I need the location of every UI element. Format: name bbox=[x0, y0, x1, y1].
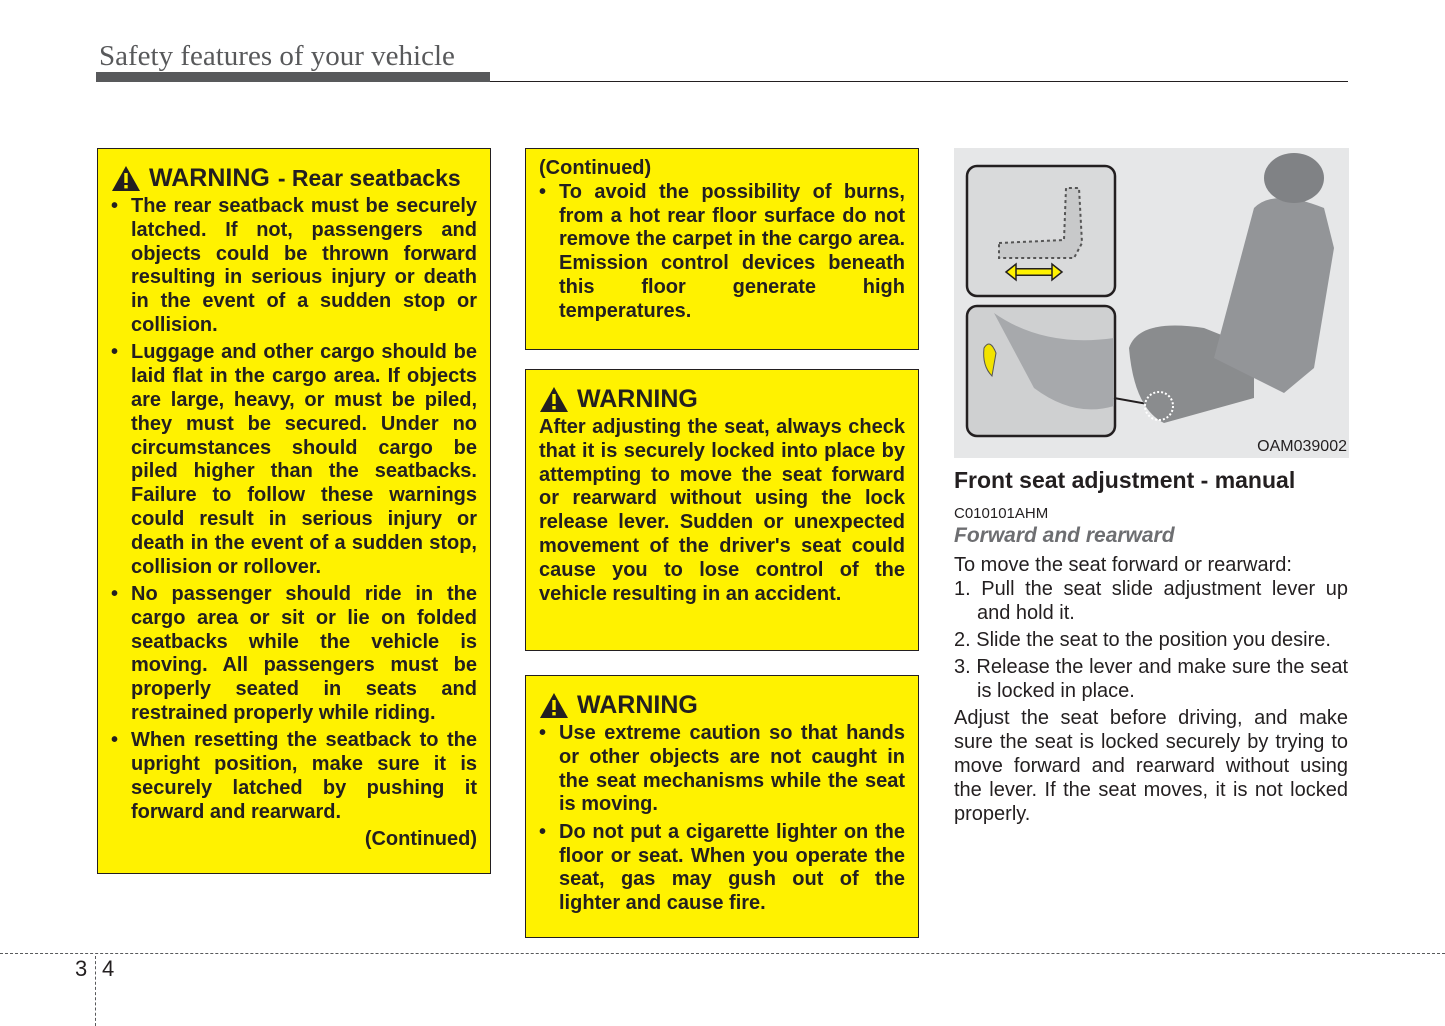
list-item: • The rear seatback must be securely latched. If not, passengers and objects could be thrown forward resulting in serious injury or death in the event of a sudden stop or collision. bbox=[111, 195, 477, 338]
warning-triangle-icon bbox=[539, 386, 569, 413]
warning-title: WARNING bbox=[577, 691, 698, 719]
warning-seat-lock bbox=[525, 369, 919, 651]
intro-text: To move the seat forward or rearward: bbox=[954, 554, 1292, 576]
section-title: Front seat adjustment - manual bbox=[954, 467, 1296, 493]
seat-drawing bbox=[954, 148, 1349, 458]
chapter-number: 3 bbox=[75, 956, 88, 981]
section-subtitle: Forward and rearward bbox=[954, 524, 1175, 547]
section-code: C010101AHM bbox=[954, 505, 1049, 522]
list-item: • Luggage and other cargo should be laid flat in the cargo area. If objects are large, heavy, or must be piled, they must be secured. Under no circumstances should cargo be piled higher than the seatbacks. Failure to follow these warnings could result in serious injury or death in the event of a sudden stop, collision or rollover. bbox=[111, 341, 477, 579]
note-text: Adjust the seat before driving, and make sure the seat is locked securely by trying to move forward and rearward without using the lever. If the seat moves, it is not locked properly. bbox=[954, 707, 1348, 825]
page-number: 4 bbox=[102, 956, 115, 981]
warning-rear-seatbacks bbox=[97, 148, 491, 874]
warning-seat-mechanism bbox=[525, 675, 919, 938]
continued-label: (Continued) bbox=[364, 828, 477, 851]
list-item: • No passenger should ride in the cargo area or sit or lie on folded seatbacks while the vehicle is moving. All passengers must be properly seated in seats and restrained properly while riding. bbox=[111, 583, 477, 726]
warning-triangle-icon bbox=[111, 165, 141, 192]
footer-rule bbox=[0, 953, 1445, 954]
list-item: • Use extreme caution so that hands or other objects are not caught in the seat mechanisms while the seat is moving. bbox=[539, 722, 905, 817]
page-number-divider bbox=[95, 956, 96, 1026]
seat-illustration bbox=[954, 148, 1349, 458]
warning-text: After adjusting the seat, always check that it is securely locked into place by attempting to move the seat forward or rearward without using the lock release lever. Sudden or unexpected movement of the driver's seat could cause you to lose control of the vehicle resulting in an accident. bbox=[539, 416, 905, 605]
header-bar bbox=[96, 72, 490, 82]
list-item: • When resetting the seatback to the upright position, make sure it is securely latched by pushing it forward and rearward. bbox=[111, 729, 477, 824]
step-item: 3. Release the lever and make sure the seat is locked in place. bbox=[954, 656, 1348, 702]
list-item: • To avoid the possibility of burns, from a hot rear floor surface do not remove the carpet in the cargo area. Emission control devices beneath this floor generate high temperatures. bbox=[539, 181, 905, 324]
warning-title: WARNING bbox=[149, 164, 270, 192]
step-item: 1. Pull the seat slide adjustment lever up and hold it. bbox=[954, 578, 1348, 624]
step-item: 2. Slide the seat to the position you desire. bbox=[954, 629, 1331, 651]
section-body bbox=[954, 553, 1348, 826]
warning-triangle-icon bbox=[539, 692, 569, 719]
warning-subtitle: - Rear seatbacks bbox=[277, 165, 461, 191]
list-item: • Do not put a cigarette lighter on the floor or seat. When you operate the seat, gas may gush out of the lighter and cause fire. bbox=[539, 821, 905, 916]
warning-title: WARNING bbox=[577, 385, 698, 413]
continued-label: (Continued) bbox=[539, 157, 652, 179]
header-rule bbox=[490, 81, 1348, 82]
warning-continued bbox=[525, 148, 919, 350]
figure-code: OAM039002 bbox=[1257, 438, 1347, 455]
section-header: Safety features of your vehicle bbox=[99, 40, 455, 72]
